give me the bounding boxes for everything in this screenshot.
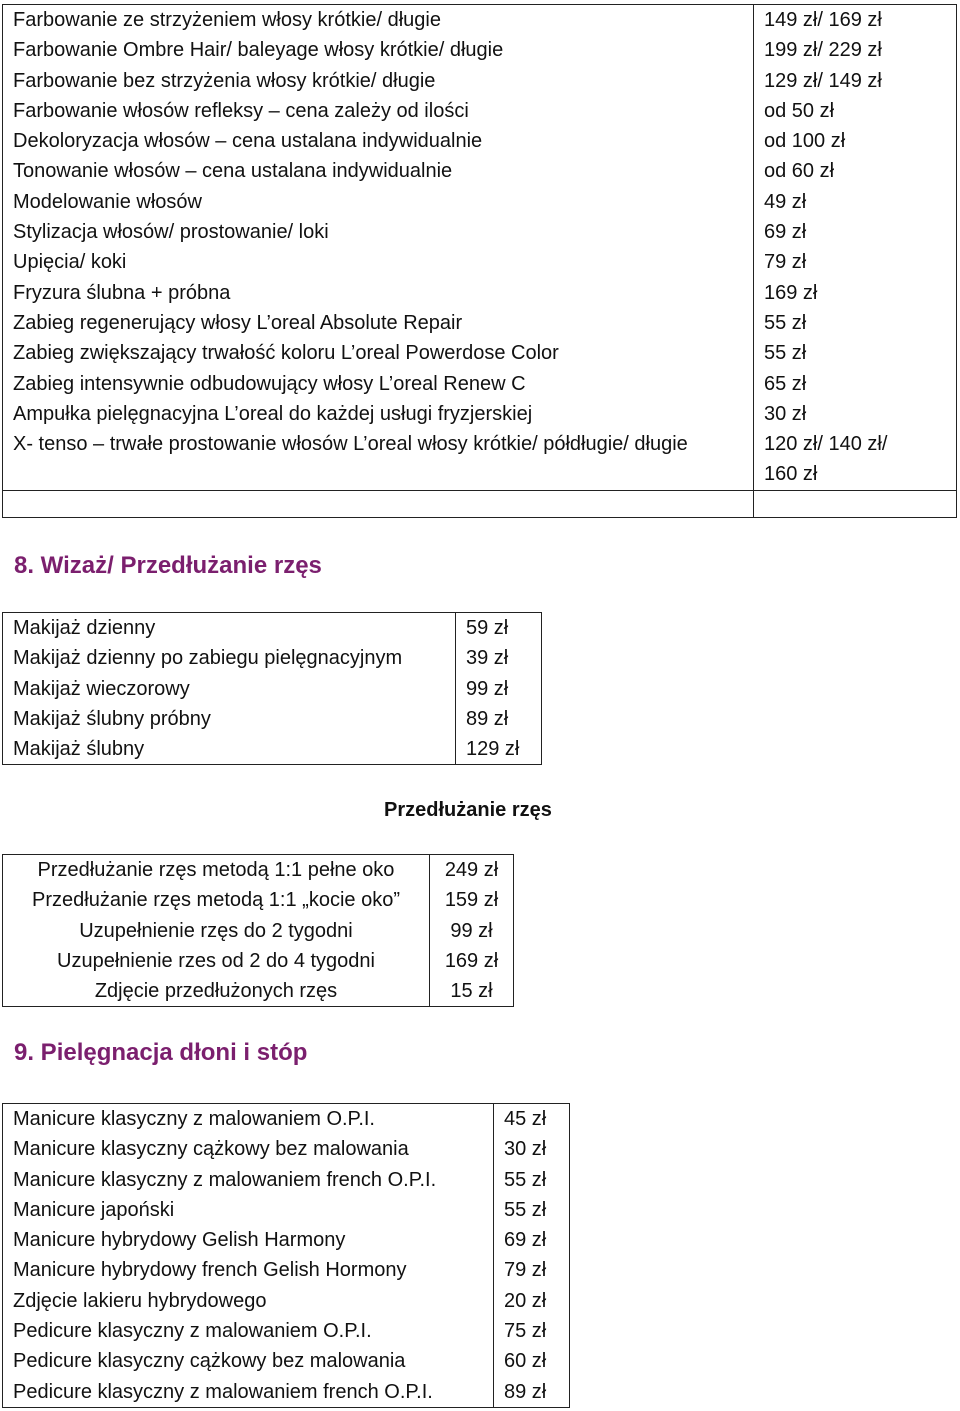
- service-name: Upięcia/ koki: [13, 251, 127, 274]
- service-price: 60 zł: [504, 1350, 547, 1373]
- table-row: [3, 5, 957, 491]
- service-price: 79 zł: [764, 251, 807, 274]
- service-name: Manicure klasyczny z malowaniem O.P.I.: [13, 1108, 375, 1130]
- makeup-price-table: [2, 612, 542, 765]
- service-name: Modelowanie włosów: [13, 190, 202, 213]
- service-name: Przedłużanie rzęs metodą 1:1 „kocie oko”: [32, 889, 400, 912]
- service-price: 30 zł: [504, 1138, 547, 1161]
- service-name: Manicure klasyczny z malowaniem french O.P.I.: [13, 1168, 437, 1191]
- service-price: 159 zł: [444, 889, 499, 912]
- service-price: 55 zł: [504, 1198, 547, 1221]
- service-name: Pedicure klasyczny cążkowy bez malowania: [13, 1350, 406, 1373]
- service-name: Zabieg intensywnie odbudowujący włosy L’oreal Renew C: [13, 372, 526, 395]
- service-price: 65 zł: [764, 372, 807, 395]
- service-price: 169 zł: [764, 281, 818, 304]
- service-name: Ampułka pielęgnacyjna L’oreal do każdej usługi fryzjerskiej: [13, 402, 533, 425]
- service-name: X- tenso – trwałe prostowanie włosów L’oreal włosy krótkie/ półdługie/ długie: [13, 433, 688, 456]
- service-price: 89 zł: [504, 1380, 547, 1403]
- table-row: [3, 1104, 570, 1408]
- service-price: 99 zł: [466, 677, 509, 700]
- service-name: Farbowanie bez strzyżenia włosy krótkie/ długie: [13, 69, 436, 92]
- service-name: Zdjęcie lakieru hybrydowego: [13, 1289, 267, 1312]
- service-name: Farbowanie Ombre Hair/ baleyage włosy krótkie/ długie: [13, 39, 504, 62]
- service-name: Stylizacja włosów/ prostowanie/ loki: [13, 221, 329, 244]
- service-price: 45 zł: [504, 1108, 547, 1130]
- nails-price-table: [2, 1103, 570, 1408]
- service-name: Makijaż ślubny: [13, 738, 145, 761]
- service-price: 55 zł: [504, 1168, 547, 1191]
- service-name: Przedłużanie rzęs metodą 1:1 pełne oko: [37, 859, 395, 881]
- section-title-makeup: 8. Wizaż/ Przedłużanie rzęs: [14, 552, 322, 579]
- service-name: Tonowanie włosów – cena ustalana indywidualnie: [13, 160, 453, 183]
- service-price: 199 zł/ 229 zł: [764, 39, 882, 62]
- hair-table-body: [3, 5, 957, 518]
- service-name: Dekoloryzacja włosów – cena ustalana indywidualnie: [13, 130, 483, 153]
- service-name: Manicure klasyczny cążkowy bez malowania: [13, 1138, 409, 1161]
- service-price: od 100 zł: [764, 130, 846, 153]
- subsection-title-lashes: Przedłużanie rzęs: [384, 799, 552, 821]
- service-price: 20 zł: [504, 1289, 547, 1312]
- service-name: Farbowanie włosów refleksy – cena zależy od ilości: [13, 99, 469, 122]
- service-name: Manicure japoński: [13, 1198, 175, 1221]
- service-price: 69 zł: [504, 1229, 547, 1252]
- hair-price-table: [2, 4, 957, 518]
- service-name: Zabieg zwiększający trwałość koloru L’oreal Powerdose Color: [13, 342, 559, 365]
- service-price: 15 zł: [450, 980, 493, 1003]
- service-name: Makijaż dzienny: [13, 617, 156, 639]
- service-name: Zdjęcie przedłużonych rzęs: [94, 980, 338, 1003]
- service-price: 99 zł: [450, 919, 493, 942]
- service-price: 39 zł: [466, 647, 509, 670]
- service-price: 30 zł: [764, 402, 807, 425]
- service-price: 249 zł: [444, 859, 499, 881]
- service-name: Makijaż wieczorowy: [13, 677, 190, 700]
- service-price: 129 zł/ 149 zł: [764, 69, 882, 92]
- service-name: Farbowanie ze strzyżeniem włosy krótkie/ długie: [13, 9, 441, 31]
- service-name: Makijaż ślubny próbny: [13, 707, 211, 730]
- service-name: Fryzura ślubna + próbna: [13, 281, 231, 304]
- service-name: Pedicure klasyczny z malowaniem O.P.I.: [13, 1320, 372, 1343]
- service-name: Manicure hybrydowy french Gelish Hormony: [13, 1259, 407, 1282]
- service-price: 169 zł: [444, 949, 499, 972]
- table-row: [3, 613, 542, 765]
- service-price: 120 zł/ 140 zł/ 160 zł: [764, 433, 888, 486]
- service-price: 129 zł: [466, 738, 520, 761]
- service-name: Manicure hybrydowy Gelish Harmony: [13, 1229, 346, 1252]
- service-price: od 50 zł: [764, 99, 835, 122]
- service-price: 89 zł: [466, 707, 509, 730]
- service-name: Uzupełnienie rzes od 2 do 4 tygodni: [57, 949, 375, 972]
- service-name: Uzupełnienie rzęs do 2 tygodni: [79, 919, 353, 942]
- service-name: Pedicure klasyczny z malowaniem french O.P.I.: [13, 1380, 433, 1403]
- service-price: 55 zł: [764, 311, 807, 334]
- service-name: Makijaż dzienny po zabiegu pielęgnacyjnym: [13, 647, 403, 670]
- service-name: Zabieg regenerujący włosy L’oreal Absolute Repair: [13, 311, 463, 334]
- service-price: 59 zł: [466, 617, 509, 639]
- service-price: 149 zł/ 169 zł: [764, 9, 882, 31]
- service-price: 75 zł: [504, 1320, 547, 1343]
- table-row-empty: [3, 490, 957, 517]
- table-row: [3, 855, 514, 1007]
- section-title-hands-feet: 9. Pielęgnacja dłoni i stóp: [14, 1039, 308, 1066]
- service-price: od 60 zł: [764, 160, 835, 183]
- lash-price-table: [2, 854, 514, 1007]
- service-price: 55 zł: [764, 342, 807, 365]
- service-price: 49 zł: [764, 190, 807, 213]
- service-price: 69 zł: [764, 221, 807, 244]
- service-price: 79 zł: [504, 1259, 547, 1282]
